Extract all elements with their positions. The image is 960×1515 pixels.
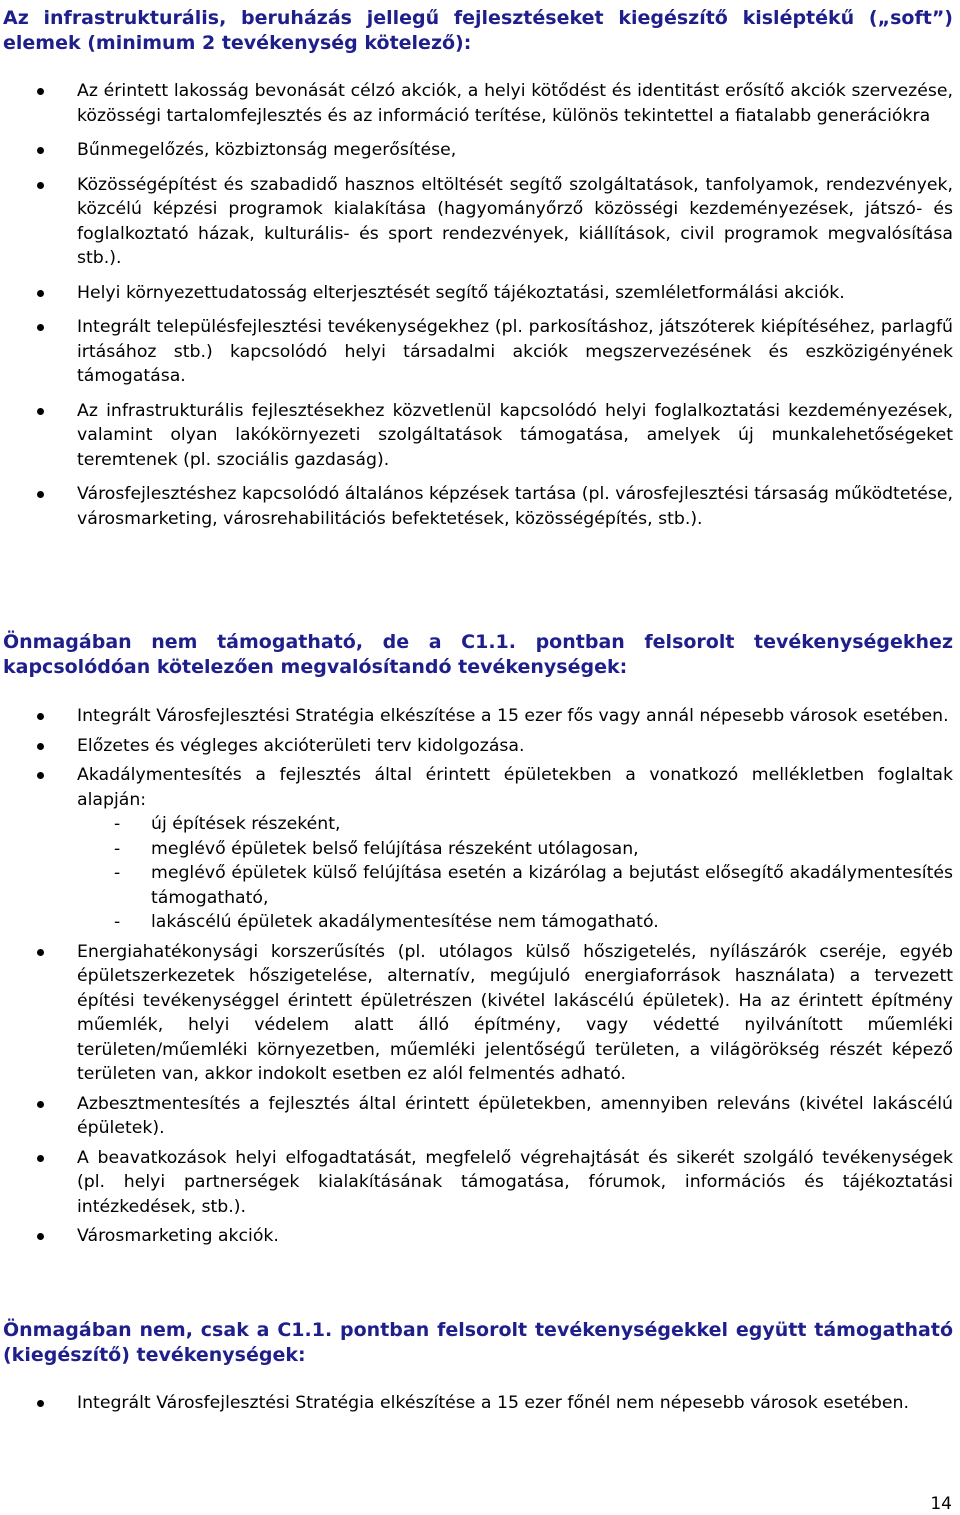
list-item: Közösségépítést és szabadidő hasznos eltöltését segítő szolgáltatások, tanfolyamok, rendezvények, közcélú képzési programok kialakítása (hagyományőrző közösségi kezdeményezések, játszó- és foglalkoztató házak, kulturális- és sport rendezvények, kiállítások, civil programok megvalósítása stb.). (0, 173, 953, 271)
complementary-activities-list (0, 1391, 960, 1416)
list-item: Integrált Városfejlesztési Stratégia elkészítése a 15 ezer főnél nem népesebb városok esetében. (0, 1391, 953, 1416)
list-item: Városmarketing akciók. (0, 1224, 953, 1249)
list-item: Helyi környezettudatosság elterjesztését segítő tájékoztatási, szemléletformálási akciók. (0, 281, 953, 306)
sublist-item: - új építések részeként, (77, 812, 953, 837)
list-item: Integrált településfejlesztési tevékenységekhez (pl. parkosításhoz, játszóterek kiépítéséhez, parlagfű irtásához stb.) kapcsolódó helyi társadalmi akciók megszervezésének és eszközigényének támogatása. (0, 315, 953, 389)
list-item: Az infrastrukturális fejlesztésekhez közvetlenül kapcsolódó helyi foglalkoztatási kezdeményezések, valamint olyan lakókörnyezeti szolgáltatások támogatása, amelyek új munkalehetőségeket teremtenek (pl. szociális gazdaság). (0, 399, 953, 473)
section-heading-complementary: Önmagában nem, csak a C1.1. pontban felsorolt tevékenységekkel együtt támogatható (kiegészítő) tevékenységek: (3, 1319, 953, 1366)
list-item: Energiahatékonysági korszerűsítés (pl. utólagos külső hőszigetelés, nyílászárók cseréje, egyéb épületszerkezetek hőszigetelése, alternatív, megújuló energiaforrások használata) a tervezett építési tevékenységgel érintett épületrészen (kivétel lakáscélú épületek). Ha az érintett építmény műemlék, helyi védelem alatt álló építmény, vagy védetté nyilvánított műemléki területen/műemléki környezetben, műemléki jelentőségű területen, a világörökség részét képező területen van, akkor indokolt esetben ez alól felmentés adható. (0, 940, 953, 1087)
soft-elements-list (0, 79, 960, 531)
mandatory-activities-list (0, 704, 960, 1249)
accessibility-sublist (77, 812, 953, 935)
list-item: Városfejlesztéshez kapcsolódó általános képzések tartása (pl. városfejlesztési társaság működtetése, városmarketing, városrehabilitációs befektetések, közösségépítés, stb.). (0, 482, 953, 531)
page-number: 14 (930, 1494, 952, 1514)
sublist-item: - meglévő épületek külső felújítása esetén a kizárólag a bejutást elősegítő akadálymentesítés támogatható, (77, 861, 953, 910)
list-item (0, 763, 953, 935)
list-item: Integrált Városfejlesztési Stratégia elkészítése a 15 ezer fős vagy annál népesebb városok esetében. (0, 704, 953, 729)
list-item: Előzetes és végleges akcióterületi terv kidolgozása. (0, 734, 953, 759)
list-item: Az érintett lakosság bevonását célzó akciók, a helyi kötődést és identitást erősítő akciók szervezése, közösségi tartalomfejlesztés és az információ terítése, különös tekintettel a fiatalabb generációkra (0, 79, 953, 128)
section-heading-mandatory: Önmagában nem támogatható, de a C1.1. pontban felsorolt tevékenységekhez kapcsolódóan kötelezően megvalósítandó tevékenységek: (3, 631, 953, 678)
list-item: A beavatkozások helyi elfogadtatását, megfelelő végrehajtását és sikerét szolgáló tevékenységek (pl. helyi partnerségek kialakításának támogatása, fórumok, információs és tájékoztatási intézkedések, stb.). (0, 1146, 953, 1220)
sublist-item: - meglévő épületek belső felújítása részeként utólagosan, (77, 837, 953, 862)
list-item-text: Akadálymentesítés a fejlesztés által érintett épületekben a vonatkozó mellékletben foglaltak alapján: (77, 765, 953, 810)
section-heading-soft-elements: Az infrastrukturális, beruházás jellegű fejlesztéseket kiegészítő kisléptékű („soft”) elemek (minimum 2 tevékenység kötelező): (3, 7, 953, 54)
sublist-item: - lakáscélú épületek akadálymentesítése nem támogatható. (77, 910, 953, 935)
list-item: Azbesztmentesítés a fejlesztés által érintett épületekben, amennyiben releváns (kivétel lakáscélú épületek). (0, 1092, 953, 1141)
list-item: Bűnmegelőzés, közbiztonság megerősítése, (0, 138, 953, 163)
